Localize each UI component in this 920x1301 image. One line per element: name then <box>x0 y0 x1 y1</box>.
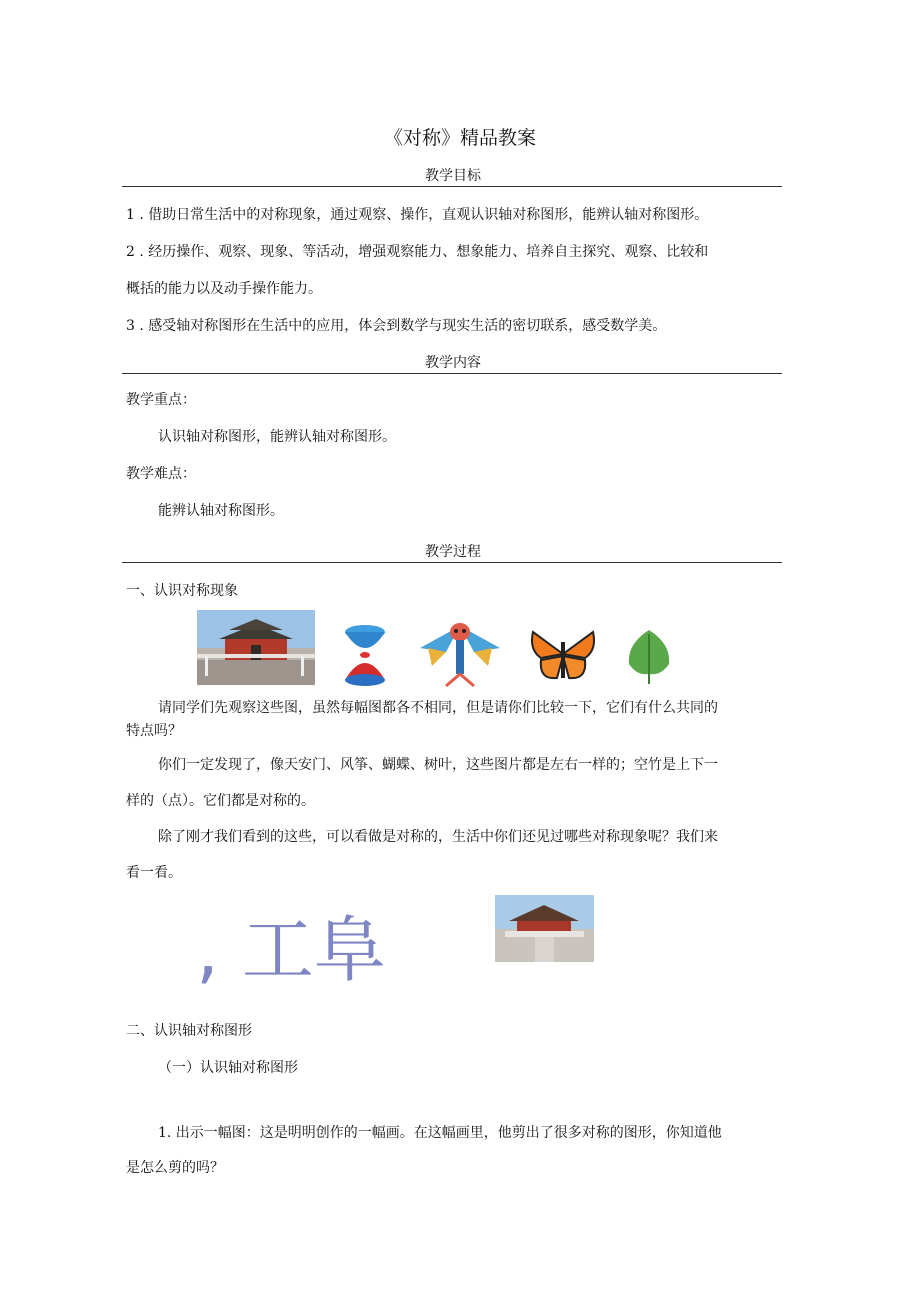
paragraph-observe-line1: 请同学们先观察这些图，虽然每幅图都各不相同，但是请你们比较一下，它们有什么共同的 <box>158 700 718 716</box>
tiananmen-photo <box>197 610 315 685</box>
paragraph-life-line2: 看一看。 <box>126 865 182 881</box>
section-divider <box>122 373 782 374</box>
part1-heading: 一、认识对称现象 <box>126 583 238 599</box>
part2-heading: 二、认识轴对称图形 <box>126 1023 252 1039</box>
paragraph-observe-line2: 特点吗？ <box>126 723 182 739</box>
paragraph-discover-line1: 你们一定发现了，像天安门、风筝、蝴蝶、树叶，这些图片都是左右一样的；空竹是上下一 <box>158 757 718 773</box>
leaf-image <box>625 628 673 686</box>
objective-1: 1 . 借助日常生活中的对称现象，通过观察、操作，直观认识轴对称图形，能辨认轴对称图形。 <box>126 207 709 223</box>
kite-image <box>418 618 502 688</box>
objective-2-cont: 概括的能力以及动手操作能力。 <box>126 281 322 297</box>
objective-3: 3 . 感受轴对称图形在生活中的应用，体会到数学与现实生活的密切联系，感受数学美。 <box>126 318 667 334</box>
butterfly-image <box>529 628 597 686</box>
section-divider <box>122 186 782 187</box>
paragraph-show-line2: 是怎么剪的吗？ <box>126 1160 224 1176</box>
section-title-content: 教学内容 <box>425 355 481 371</box>
palace-photo <box>495 895 594 962</box>
kongzhu-diabolo-image <box>338 624 392 686</box>
paragraph-discover-line2: 样的（点）。它们都是对称的。 <box>126 793 315 809</box>
paragraph-show-line1: 1. 出示一幅图：这是明明创作的一幅画。在这幅画里，他剪出了很多对称的图形，你知道他 <box>158 1125 722 1141</box>
symmetric-characters: , 工阜 <box>196 908 386 992</box>
section-divider <box>122 562 782 563</box>
difficulty-text: 能辨认轴对称图形。 <box>158 503 284 519</box>
section-title-objectives: 教学目标 <box>425 168 481 184</box>
sub1-heading: （一）认识轴对称图形 <box>158 1060 298 1076</box>
document-title: 《对称》精品教案 <box>383 127 536 149</box>
objective-2: 2 . 经历操作、观察、现象、等活动，增强观察能力、想象能力、培养自主探究、观察、比较和 <box>126 244 709 260</box>
section-title-process: 教学过程 <box>425 544 481 560</box>
key-point-label: 教学重点： <box>126 392 196 408</box>
key-point-text: 认识轴对称图形，能辨认轴对称图形。 <box>158 429 396 445</box>
paragraph-life-line1: 除了刚才我们看到的这些，可以看做是对称的，生活中你们还见过哪些对称现象呢？我们来 <box>158 829 718 845</box>
difficulty-label: 教学难点： <box>126 466 196 482</box>
